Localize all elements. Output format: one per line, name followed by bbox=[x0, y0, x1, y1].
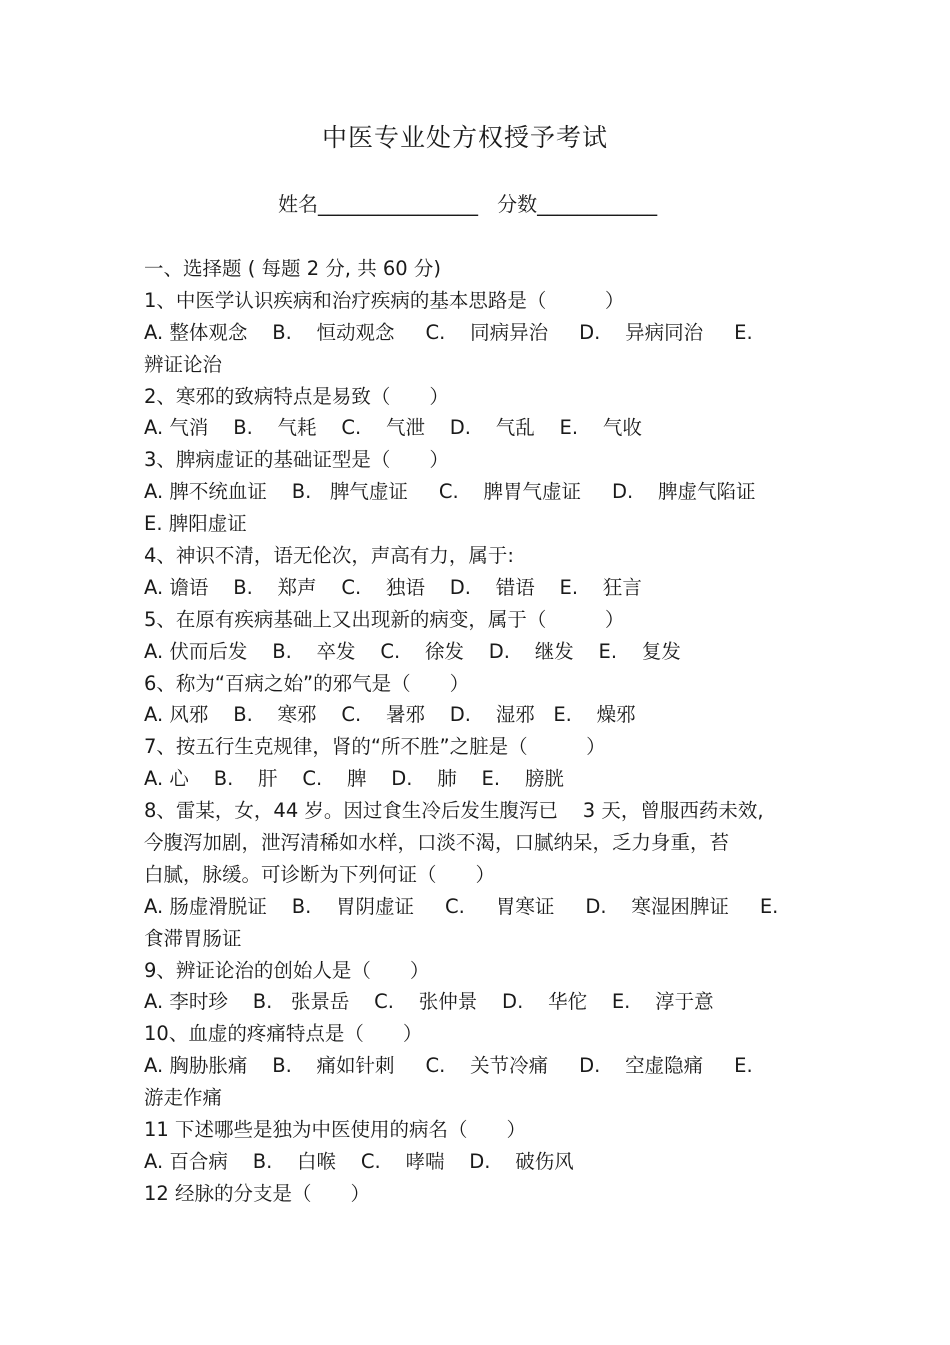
question-11: 11 下述哪些是独为中医使用的病名（ ） bbox=[144, 1118, 527, 1142]
exam-title: 中医专业处方权授予考试 bbox=[321, 123, 608, 152]
score-blank: ____________ bbox=[537, 192, 658, 216]
question-4-options: A. 谵语 B. 郑声 C. 独语 D. 错语 E. 狂言 bbox=[144, 575, 642, 599]
question-5-options: A. 伏而后发 B. 卒发 C. 徐发 D. 继发 E. 复发 bbox=[144, 639, 681, 663]
question-6-options: A. 风邪 B. 寒邪 C. 暑邪 D. 湿邪 E. 燥邪 bbox=[144, 703, 636, 727]
question-3-options: A. 脾不统血证 B. 脾气虚证 C. 脾胃气虚证 D. 脾虚气陷证 bbox=[144, 480, 756, 504]
question-6: 6、称为“百病之始”的邪气是（ ） bbox=[144, 671, 470, 695]
score-label: 分数 bbox=[497, 192, 538, 216]
question-1-options: A. 整体观念 B. 恒动观念 C. 同病异治 D. 异病同治 E. bbox=[144, 320, 753, 344]
name-label: 姓名 bbox=[278, 192, 318, 216]
exam-content bbox=[144, 253, 824, 1210]
question-3: 3、脾病虚证的基础证型是（ ） bbox=[144, 448, 449, 472]
question-8: 8、雷某，女，44 岁。因过食生冷后发生腹泻已 3 天，曾服西药未效, bbox=[144, 799, 764, 823]
question-8-options: A. 肠虚滑脱证 B. 胃阴虚证 C. 胃寒证 D. 寒湿困脾证 E. bbox=[144, 894, 779, 918]
question-2: 2、寒邪的致病特点是易致（ ） bbox=[144, 384, 449, 408]
question-8-options-cont: 食滞胃肠证 bbox=[144, 926, 242, 950]
question-3-options-cont: E. 脾阳虚证 bbox=[144, 512, 247, 536]
section-heading: 一、选择题 ( 每题 2 分, 共 60 分) bbox=[144, 257, 442, 280]
question-8-cont-2: 白腻，脉缓。可诊断为下列何证（ ） bbox=[144, 862, 496, 886]
question-1: 1、中医学认识疾病和治疗疾病的基本思路是（ ） bbox=[144, 288, 625, 312]
question-7-options: A. 心 B. 肝 C. 脾 D. 肺 E. 膀胱 bbox=[144, 767, 564, 791]
question-1-options-cont: 辨证论治 bbox=[144, 352, 223, 376]
question-2-options: A. 气消 B. 气耗 C. 气泄 D. 气乱 E. 气收 bbox=[144, 416, 642, 440]
name-score-row bbox=[278, 188, 657, 217]
name-blank: ________________ bbox=[318, 192, 478, 216]
question-7: 7、按五行生克规律，肾的“所不胜”之脏是（ ） bbox=[144, 735, 606, 759]
question-9: 9、辨证论治的创始人是（ ） bbox=[144, 958, 430, 982]
question-4: 4、神识不清，语无伦次，声高有力，属于: bbox=[144, 544, 514, 568]
question-10-options-cont: 游走作痛 bbox=[144, 1086, 223, 1110]
question-10: 10、血虚的疼痛特点是（ ） bbox=[144, 1022, 423, 1046]
question-12: 12 经脉的分支是（ ） bbox=[144, 1181, 371, 1205]
question-11-options: A. 百合病 B. 白喉 C. 哮喘 D. 破伤风 bbox=[144, 1149, 574, 1173]
question-9-options: A. 李时珍 B. 张景岳 C. 张仲景 D. 华佗 E. 淳于意 bbox=[144, 990, 714, 1014]
question-10-options: A. 胸胁胀痛 B. 痛如针刺 C. 关节冷痛 D. 空虚隐痛 E. bbox=[144, 1054, 753, 1078]
question-5: 5、在原有疾病基础上又出现新的病变，属于（ ） bbox=[144, 607, 625, 631]
question-8-cont: 今腹泻加剧，泄泻清稀如水样，口淡不渴，口腻纳呆，乏力身重，苔 bbox=[144, 831, 730, 855]
